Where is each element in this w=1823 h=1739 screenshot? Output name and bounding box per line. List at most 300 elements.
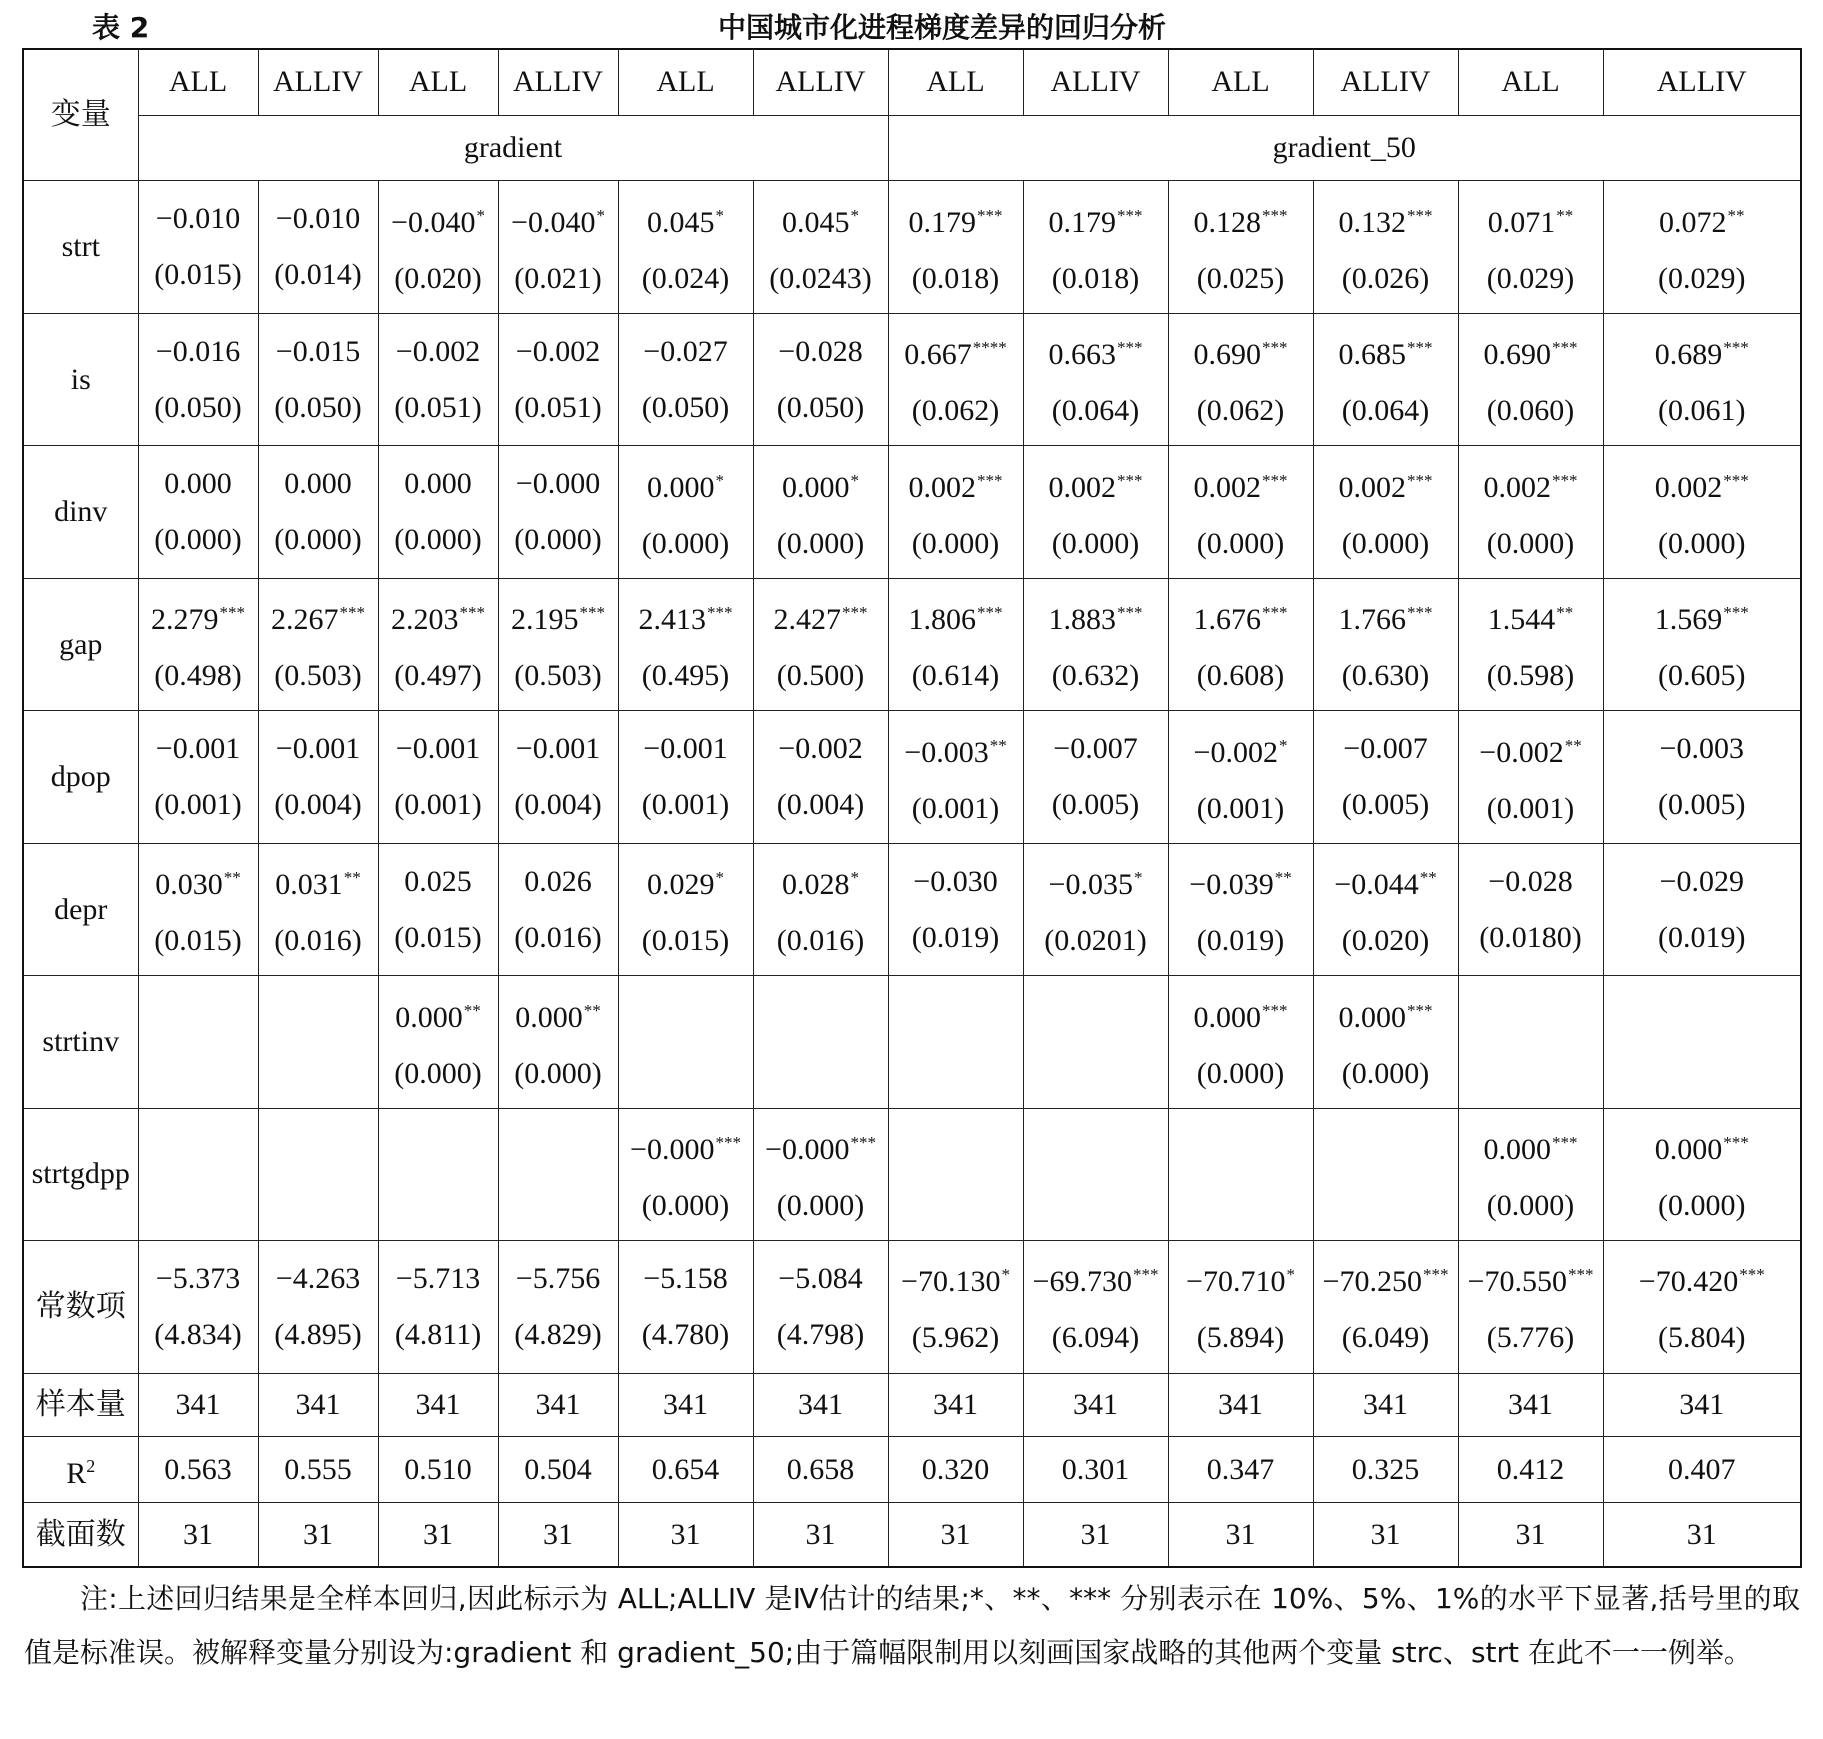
standard-error: (0.000) <box>514 1056 602 1090</box>
table-row <box>23 1108 1801 1240</box>
standard-error: (4.780) <box>641 1317 730 1351</box>
standard-error: (0.020) <box>394 261 482 295</box>
coefficient-value: 0.128 <box>1193 205 1261 239</box>
coef-cell <box>1603 1241 1801 1373</box>
significance-stars: *** <box>842 603 868 623</box>
standard-error: (0.016) <box>776 924 865 958</box>
coefficient-value: −70.130 <box>901 1265 1001 1299</box>
coefficient <box>499 983 618 1046</box>
coefficient-value: −70.550 <box>1467 1265 1567 1299</box>
model-header: ALL <box>618 49 753 115</box>
coef-cell <box>1458 711 1603 843</box>
coef-cell <box>1168 578 1313 710</box>
coefficient <box>139 324 258 380</box>
coef-cell <box>753 1241 888 1373</box>
coefficient-value: −0.015 <box>275 334 361 368</box>
coef-cell <box>753 843 888 975</box>
coef-cell <box>378 1241 498 1373</box>
coefficient-value: 1.883 <box>1048 603 1116 637</box>
coef-cell <box>618 181 753 313</box>
coef-cell <box>258 711 378 843</box>
coef-cell <box>618 976 753 1108</box>
coefficient-value: −5.713 <box>395 1261 481 1295</box>
stat-value: 341 <box>1458 1373 1603 1437</box>
standard-error: (4.811) <box>394 1317 482 1351</box>
standard-error: (0.0201) <box>1044 924 1147 958</box>
coef-cell <box>1458 181 1603 313</box>
coef-cell <box>753 711 888 843</box>
row-variable: 常数项 <box>23 1241 138 1373</box>
coef-cell <box>138 711 258 843</box>
coef-cell <box>888 446 1023 578</box>
standard-error: (0.598) <box>1486 659 1575 693</box>
coefficient-value: −0.001 <box>395 732 481 766</box>
coefficient-value: 2.413 <box>638 603 706 637</box>
coefficient-value: 0.002 <box>1338 470 1406 504</box>
significance-stars: ** <box>1419 868 1437 888</box>
coefficient <box>379 983 498 1046</box>
standard-error: (0.001) <box>641 788 730 822</box>
coefficient <box>1024 1247 1168 1310</box>
significance-stars: * <box>850 868 859 888</box>
coef-cell <box>258 1241 378 1373</box>
coef-cell <box>1313 1108 1458 1240</box>
coefficient <box>499 324 618 380</box>
coef-cell <box>1168 711 1313 843</box>
coef-cell <box>618 843 753 975</box>
stat-value: 0.407 <box>1603 1437 1801 1503</box>
significance-stars: *** <box>707 603 733 623</box>
coefficient <box>139 721 258 777</box>
stat-value: 0.347 <box>1168 1437 1313 1503</box>
coefficient-value: 0.045 <box>782 205 850 239</box>
coef-cell <box>1313 313 1458 445</box>
standard-error: (0.630) <box>1341 659 1430 693</box>
significance-stars: * <box>1286 1265 1295 1285</box>
significance-stars: *** <box>1552 1132 1578 1152</box>
coefficient-value: −0.044 <box>1334 868 1419 902</box>
coefficient <box>1459 718 1603 781</box>
coefficient-value: 0.025 <box>404 864 472 898</box>
coefficient <box>619 324 753 380</box>
coefficient-value: 0.072 <box>1659 205 1727 239</box>
coef-cell <box>888 181 1023 313</box>
row-variable: dinv <box>23 446 138 578</box>
coef-cell <box>753 181 888 313</box>
standard-error: (0.000) <box>776 1188 865 1222</box>
model-header: ALLIV <box>753 49 888 115</box>
coefficient <box>1604 1247 1801 1310</box>
stat-row <box>23 1503 1801 1567</box>
significance-stars: *** <box>1117 338 1143 358</box>
coefficient <box>1169 453 1313 516</box>
coef-cell <box>1603 578 1801 710</box>
coefficient-value: −5.158 <box>643 1261 728 1295</box>
coef-cell <box>378 843 498 975</box>
stat-value: 0.325 <box>1313 1437 1458 1503</box>
coefficient-value: −0.028 <box>778 334 863 368</box>
standard-error: (0.026) <box>1341 261 1430 295</box>
coefficient <box>1604 585 1801 648</box>
model-header: ALL <box>378 49 498 115</box>
coef-cell <box>753 446 888 578</box>
standard-error: (0.000) <box>1196 526 1285 560</box>
significance-stars: **** <box>972 338 1007 358</box>
coef-cell <box>258 976 378 1108</box>
coefficient-value: −5.756 <box>515 1261 601 1295</box>
group-header-gradient-50: gradient_50 <box>888 115 1801 181</box>
coefficient <box>754 324 888 380</box>
standard-error: (0.000) <box>1051 526 1140 560</box>
coefficient <box>889 320 1023 383</box>
table-row <box>23 1241 1801 1373</box>
coefficient <box>499 456 618 512</box>
stat-value: 0.654 <box>618 1437 753 1503</box>
coefficient <box>889 1247 1023 1310</box>
coefficient <box>889 188 1023 251</box>
coefficient-value: −0.000 <box>515 467 601 501</box>
stat-value: 31 <box>753 1503 888 1567</box>
coefficient-value: −0.035 <box>1048 868 1133 902</box>
model-header: ALLIV <box>498 49 618 115</box>
stat-value: 341 <box>1168 1373 1313 1437</box>
coef-cell <box>1313 578 1458 710</box>
coefficient-value: −4.263 <box>275 1261 361 1295</box>
significance-stars: *** <box>579 603 605 623</box>
stat-label-text: 截面数 <box>35 1516 126 1552</box>
significance-stars: *** <box>1723 603 1749 623</box>
stat-label-text: 样本量 <box>35 1387 126 1423</box>
coef-cell <box>1023 1241 1168 1373</box>
significance-stars: *** <box>459 603 485 623</box>
coefficient-value: 0.000 <box>515 1000 583 1034</box>
standard-error: (0.016) <box>274 924 362 958</box>
coef-cell <box>498 711 618 843</box>
significance-stars: * <box>850 470 859 490</box>
standard-error: (0.001) <box>1196 791 1285 825</box>
coefficient <box>499 1251 618 1307</box>
coefficient <box>619 1251 753 1307</box>
coefficient-value: −0.027 <box>643 334 728 368</box>
coefficient <box>1604 188 1801 251</box>
coefficient <box>1169 585 1313 648</box>
coefficient-value: 0.000 <box>164 467 232 501</box>
coefficient <box>1459 1115 1603 1178</box>
coefficient <box>1314 585 1458 648</box>
coef-cell <box>1603 843 1801 975</box>
coefficient-value: −70.710 <box>1186 1265 1286 1299</box>
coefficient-value: −0.000 <box>765 1132 850 1166</box>
coefficient-value: 0.002 <box>1483 470 1551 504</box>
standard-error: (0.000) <box>1341 526 1430 560</box>
coefficient-value: 0.179 <box>908 205 976 239</box>
standard-error: (0.051) <box>394 390 482 424</box>
coefficient-value: −0.016 <box>155 334 241 368</box>
coefficient <box>1314 1247 1458 1310</box>
coefficient <box>379 585 498 648</box>
table-header <box>24 4 1800 44</box>
coefficient <box>1024 850 1168 913</box>
coefficient-value: −0.000 <box>630 1132 715 1166</box>
coefficient-value: 0.000 <box>284 467 352 501</box>
standard-error: (0.001) <box>1486 791 1575 825</box>
coef-cell <box>1313 181 1458 313</box>
coefficient-value: −0.001 <box>515 732 601 766</box>
coef-cell <box>1603 446 1801 578</box>
model-header: ALLIV <box>1313 49 1458 115</box>
coefficient <box>889 453 1023 516</box>
coefficient-value: −0.002 <box>395 334 481 368</box>
standard-error: (0.014) <box>274 258 362 292</box>
stat-value: 31 <box>618 1503 753 1567</box>
coef-cell <box>498 1241 618 1373</box>
standard-error: (0.064) <box>1341 394 1430 428</box>
regression-table <box>22 48 1802 1568</box>
coefficient-value: −0.039 <box>1189 868 1274 902</box>
coefficient <box>1459 585 1603 648</box>
standard-error: (0.004) <box>514 788 602 822</box>
coefficient <box>259 850 378 913</box>
table-row <box>23 313 1801 445</box>
coefficient-value: −70.420 <box>1638 1265 1739 1299</box>
coefficient <box>1169 718 1313 781</box>
stat-value: 0.301 <box>1023 1437 1168 1503</box>
stat-value: 341 <box>753 1373 888 1437</box>
coef-cell <box>1168 1241 1313 1373</box>
coef-cell <box>258 578 378 710</box>
coefficient <box>1604 453 1801 516</box>
coefficient-value: −0.010 <box>275 202 361 236</box>
standard-error: (0.000) <box>1486 1188 1575 1222</box>
coefficient-value: 0.002 <box>1654 470 1723 504</box>
coefficient-value: 0.000 <box>782 470 850 504</box>
standard-error: (0.608) <box>1196 659 1285 693</box>
header-row-models <box>23 49 1801 115</box>
coefficient-value: −69.730 <box>1032 1265 1132 1299</box>
coef-cell <box>138 313 258 445</box>
coefficient-value: 0.045 <box>647 205 715 239</box>
standard-error: (0.001) <box>911 791 1000 825</box>
coefficient <box>139 850 258 913</box>
significance-stars: *** <box>1422 1265 1449 1285</box>
coef-cell <box>1458 1241 1603 1373</box>
significance-stars: *** <box>1723 338 1749 358</box>
stat-value: 0.412 <box>1458 1437 1603 1503</box>
coefficient-value: −0.002 <box>778 732 863 766</box>
model-header: ALLIV <box>1023 49 1168 115</box>
coefficient <box>139 585 258 648</box>
coef-cell <box>1168 446 1313 578</box>
standard-error: (0.050) <box>274 390 362 424</box>
standard-error: (0.500) <box>776 659 865 693</box>
significance-stars: ** <box>1556 205 1574 225</box>
significance-stars: *** <box>1723 1132 1749 1152</box>
coefficient <box>1169 320 1313 383</box>
coefficient-value: −0.010 <box>155 202 241 236</box>
table-note: 注:上述回归结果是全样本回归,因此标示为 ALL;ALLIV 是Ⅳ估计的结果;*、**、*** 分别表示在 10%、5%、1%的水平下显著,括号里的取值是标准误。被解释变量分别设为:gradient 和 gradient_50;由于篇幅限制用以刻画国家战略的其他两个变量 strc、strt 在此不一一例举。 <box>24 1582 1800 1669</box>
coef-cell <box>1458 578 1603 710</box>
standard-error: (4.798) <box>776 1317 865 1351</box>
coef-cell <box>1313 976 1458 1108</box>
coefficient <box>1459 1247 1603 1310</box>
coef-cell <box>138 578 258 710</box>
significance-stars: * <box>1133 868 1143 888</box>
standard-error: (0.061) <box>1658 394 1746 428</box>
significance-stars: ** <box>463 1000 481 1020</box>
coefficient-value: 1.569 <box>1654 603 1723 637</box>
coef-cell <box>1313 711 1458 843</box>
row-variable: dpop <box>23 711 138 843</box>
significance-stars: *** <box>977 205 1003 225</box>
coef-cell <box>1313 843 1458 975</box>
standard-error: (0.019) <box>1658 920 1746 954</box>
coefficient <box>1024 188 1168 251</box>
standard-error: (0.015) <box>394 920 482 954</box>
coef-cell <box>888 1108 1023 1240</box>
row-variable: strtinv <box>23 976 138 1108</box>
coef-cell <box>1458 1108 1603 1240</box>
standard-error: (0.018) <box>1051 261 1140 295</box>
standard-error: (0.000) <box>514 523 602 557</box>
coef-cell <box>1168 313 1313 445</box>
standard-error: (0.632) <box>1051 659 1140 693</box>
coef-cell <box>1458 976 1603 1108</box>
standard-error: (5.776) <box>1486 1321 1575 1355</box>
stat-value: 31 <box>1168 1503 1313 1567</box>
coefficient <box>754 850 888 913</box>
coef-cell <box>618 578 753 710</box>
coefficient <box>1604 1115 1801 1178</box>
header-row-groups <box>23 115 1801 181</box>
coef-cell <box>1458 843 1603 975</box>
stat-label-superscript: 2 <box>86 1455 96 1476</box>
coefficient <box>754 721 888 777</box>
standard-error: (0.024) <box>641 261 730 295</box>
coefficient <box>1024 320 1168 383</box>
coef-cell <box>498 976 618 1108</box>
coef-cell <box>498 313 618 445</box>
coef-cell <box>888 313 1023 445</box>
stat-value: 31 <box>888 1503 1023 1567</box>
coefficient-value: −0.029 <box>1659 864 1744 898</box>
coefficient-value: 0.002 <box>1193 470 1261 504</box>
coef-cell <box>1168 1108 1313 1240</box>
table-label: 表 2 <box>92 11 150 44</box>
significance-stars: *** <box>1117 603 1143 623</box>
standard-error: (0.495) <box>641 659 730 693</box>
standard-error: (0.000) <box>394 1056 482 1090</box>
significance-stars: *** <box>977 603 1003 623</box>
standard-error: (0.498) <box>154 659 242 693</box>
coefficient-value: 0.000 <box>1193 1000 1261 1034</box>
standard-error: (0.000) <box>911 526 1000 560</box>
coef-cell <box>753 578 888 710</box>
significance-stars: *** <box>219 603 245 623</box>
standard-error: (0.019) <box>911 920 1000 954</box>
coefficient-value: 0.690 <box>1483 338 1551 372</box>
standard-error: (0.0180) <box>1479 920 1582 954</box>
standard-error: (0.005) <box>1051 788 1140 822</box>
row-variable: strt <box>23 181 138 313</box>
standard-error: (0.000) <box>1341 1056 1430 1090</box>
significance-stars: *** <box>1407 205 1433 225</box>
stat-value: 31 <box>1603 1503 1801 1567</box>
coef-cell <box>258 1108 378 1240</box>
coefficient <box>259 721 378 777</box>
coef-cell <box>258 446 378 578</box>
coefficient <box>1604 721 1801 777</box>
coefficient-value: 2.195 <box>511 603 579 637</box>
coefficient <box>139 1251 258 1307</box>
coefficient <box>754 585 888 648</box>
row-variable: gap <box>23 578 138 710</box>
coefficient-value: 1.806 <box>908 603 976 637</box>
standard-error: (0.005) <box>1341 788 1430 822</box>
coefficient-value: 2.267 <box>271 603 339 637</box>
stat-value: 31 <box>1313 1503 1458 1567</box>
row-variable: is <box>23 313 138 445</box>
coefficient <box>499 188 618 251</box>
significance-stars: ** <box>343 868 361 888</box>
coefficient-value: 0.026 <box>524 864 592 898</box>
significance-stars: *** <box>1132 1265 1159 1285</box>
stat-value: 31 <box>1023 1503 1168 1567</box>
coef-cell <box>138 446 258 578</box>
standard-error: (0.018) <box>911 261 1000 295</box>
coef-cell <box>498 181 618 313</box>
standard-error: (0.000) <box>1196 1056 1285 1090</box>
coef-cell <box>1023 1108 1168 1240</box>
coefficient <box>259 1251 378 1307</box>
coefficient <box>139 191 258 247</box>
model-header: ALL <box>1458 49 1603 115</box>
coefficient <box>499 721 618 777</box>
coefficient <box>1314 320 1458 383</box>
standard-error: (0.000) <box>776 526 865 560</box>
significance-stars: *** <box>1567 1265 1594 1285</box>
coef-cell <box>1603 976 1801 1108</box>
standard-error: (0.000) <box>641 1188 730 1222</box>
coefficient-value: 0.179 <box>1048 205 1116 239</box>
significance-stars: *** <box>1407 338 1433 358</box>
significance-stars: *** <box>339 603 365 623</box>
coef-cell <box>138 1108 258 1240</box>
significance-stars: *** <box>1552 470 1578 490</box>
standard-error: (0.060) <box>1486 394 1575 428</box>
coef-cell <box>888 1241 1023 1373</box>
coefficient-value: −0.001 <box>155 732 241 766</box>
coef-cell <box>1168 843 1313 975</box>
coefficient-value: −0.002 <box>1479 735 1564 769</box>
stat-row <box>23 1437 1801 1503</box>
coefficient <box>889 718 1023 781</box>
significance-stars: *** <box>1739 1265 1765 1285</box>
coefficient <box>619 850 753 913</box>
significance-stars: *** <box>1723 470 1749 490</box>
significance-stars: *** <box>1262 1000 1288 1020</box>
stat-value: 341 <box>1603 1373 1801 1437</box>
coefficient <box>754 1115 888 1178</box>
coef-cell <box>258 181 378 313</box>
coefficient-value: 0.031 <box>275 868 343 902</box>
coef-cell <box>888 711 1023 843</box>
coef-cell <box>1023 181 1168 313</box>
coef-cell <box>753 313 888 445</box>
standard-error: (4.829) <box>514 1317 602 1351</box>
coefficient-value: −0.030 <box>913 864 998 898</box>
significance-stars: ** <box>1564 735 1582 755</box>
coefficient <box>1169 1247 1313 1310</box>
